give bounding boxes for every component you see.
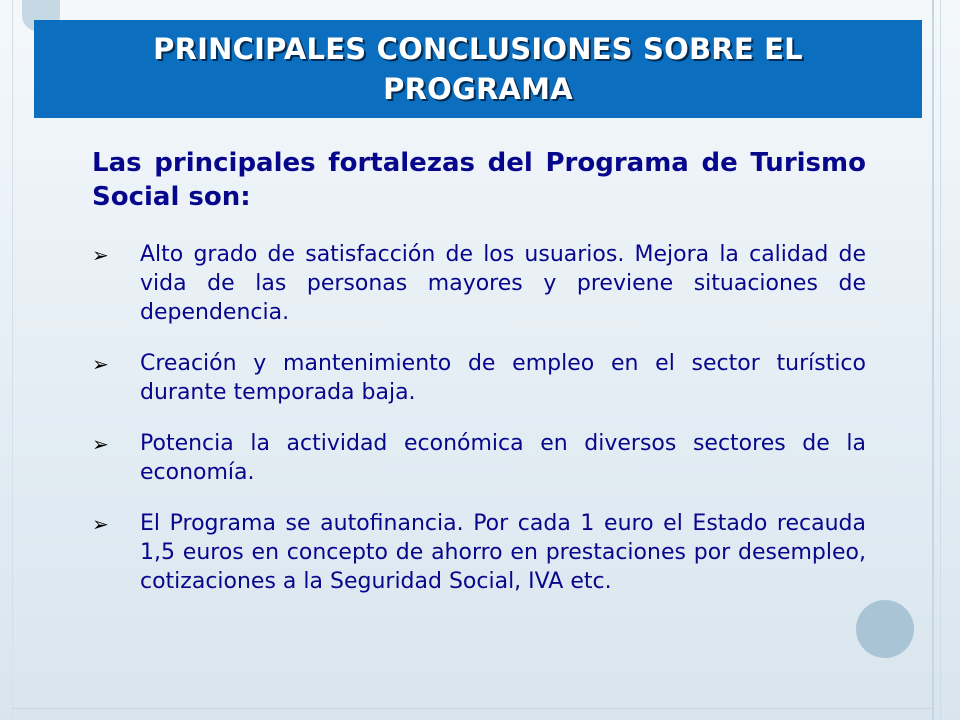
intro-text: Las principales fortalezas del Programa de Turismo Social son: bbox=[92, 148, 866, 212]
bullet-item bbox=[92, 349, 866, 407]
bullet-text: Potencia la actividad económica en diversos sectores de la economía. bbox=[140, 431, 866, 485]
title-bar bbox=[34, 20, 922, 118]
bullet-item bbox=[92, 240, 866, 327]
arrow-bullet-icon: ➢ bbox=[92, 512, 109, 536]
bullet-text: Alto grado de satisfacción de los usuarios. Mejora la calidad de vida de las personas mayores y previene situaciones de dependencia. bbox=[140, 242, 866, 325]
slide-title: PRINCIPALES CONCLUSIONES SOBRE EL PROGRAMA bbox=[153, 32, 803, 106]
frame-left-line bbox=[12, 0, 13, 720]
slide-content bbox=[92, 146, 866, 618]
decorative-circle bbox=[856, 600, 914, 658]
arrow-bullet-icon: ➢ bbox=[92, 352, 109, 376]
bullet-item bbox=[92, 429, 866, 487]
bullet-item bbox=[92, 509, 866, 596]
frame-right-line-thin bbox=[940, 0, 941, 720]
bullet-list bbox=[92, 240, 866, 596]
frame-right-line bbox=[932, 0, 934, 720]
bullet-text: Creación y mantenimiento de empleo en el sector turístico durante temporada baja. bbox=[140, 351, 866, 405]
arrow-bullet-icon: ➢ bbox=[92, 243, 109, 267]
frame-bottom-line bbox=[12, 708, 934, 709]
arrow-bullet-icon: ➢ bbox=[92, 432, 109, 456]
bullet-text: El Programa se autofinancia. Por cada 1 euro el Estado recauda 1,5 euros en concepto de ahorro en prestaciones por desempleo, cotizaciones a la Seguridad Social, IVA etc. bbox=[140, 511, 866, 594]
